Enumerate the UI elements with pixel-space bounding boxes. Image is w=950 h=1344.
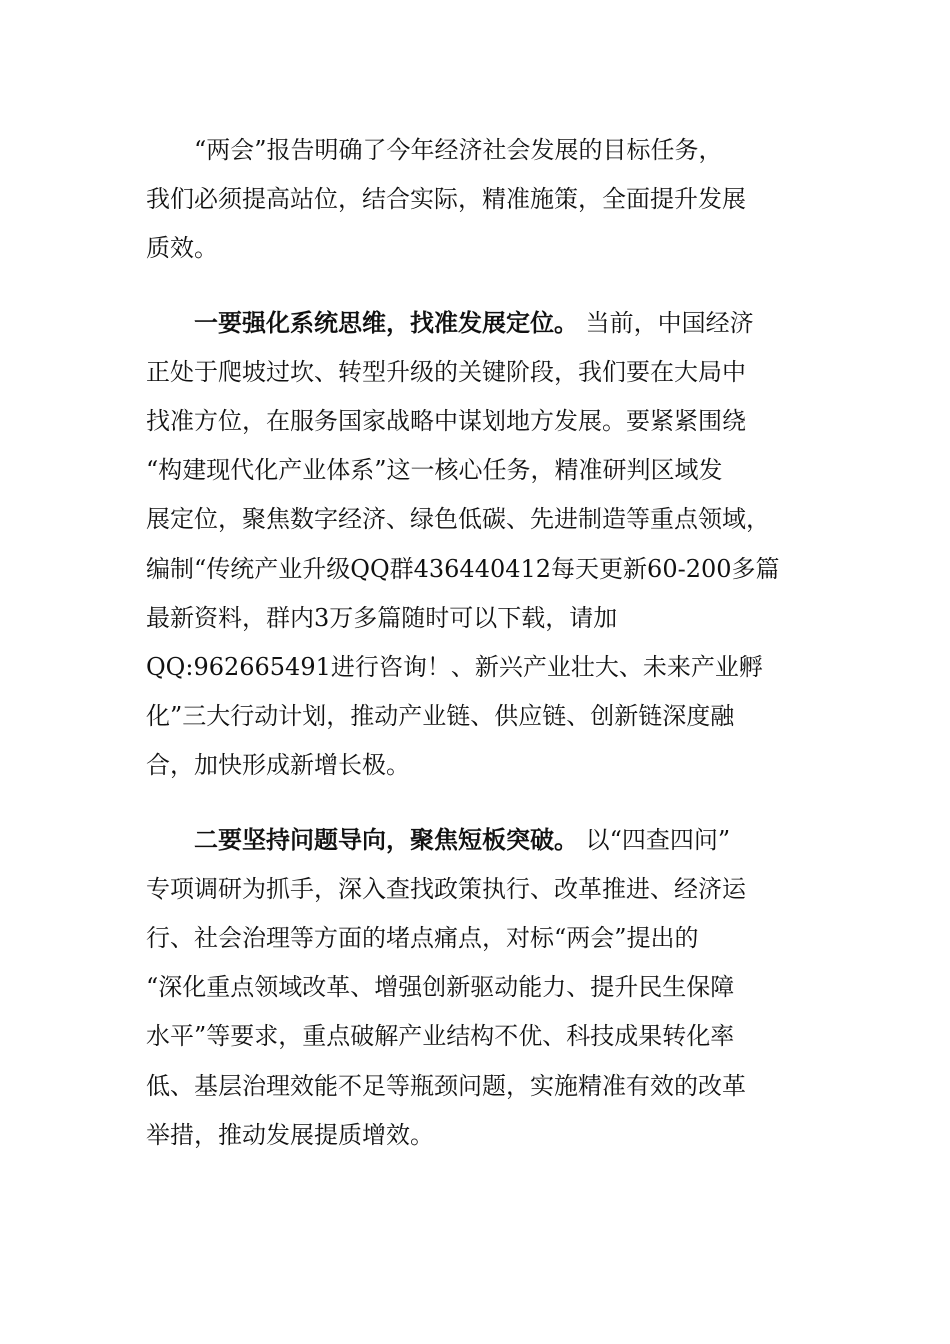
text-line: 水平”等要求，重点破解产业结构不优、科技成果转化率 <box>146 1022 735 1051</box>
text-line: 我们必须提高站位，结合实际，精准施策，全面提升发展 <box>146 185 746 214</box>
paragraph-lead-heading: 一要强化系统思维，找准发展定位。 <box>194 308 578 337</box>
text-line: “深化重点领域改革、增强创新驱动能力、提升民生保障 <box>146 973 735 1002</box>
text-line: 最新资料，群内3万多篇随时可以下载，请加 <box>146 603 618 632</box>
text-line: 正处于爬坡过坎、转型升级的关键阶段，我们要在大局中 <box>146 357 746 386</box>
paragraph-point-two <box>146 816 806 1160</box>
text-line: “两会”报告明确了今年经济社会发展的目标任务， <box>194 136 723 164</box>
text-line: 合，加快形成新增长极。 <box>146 751 410 780</box>
text-line: 编制“传统产业升级QQ群436440412每天更新60-200多篇 <box>146 554 780 583</box>
text-line: 化”三大行动计划，推动产业链、供应链、创新链深度融 <box>146 702 735 731</box>
paragraph-point-one <box>146 299 806 791</box>
paragraph-intro <box>146 126 806 274</box>
text-line: 举措，推动发展提质增效。 <box>146 1120 434 1149</box>
text-line: 专项调研为抓手，深入查找政策执行、改革推进、经济运 <box>146 874 746 903</box>
document-body <box>146 126 806 1160</box>
text-line: QQ:962665491进行咨询！、新兴产业壮大、未来产业孵 <box>146 653 763 682</box>
text-line: 行、社会治理等方面的堵点痛点，对标“两会”提出的 <box>146 924 699 953</box>
text-line: 质效。 <box>146 234 218 263</box>
text-line: “构建现代化产业体系”这一核心任务，精准研判区域发 <box>146 456 723 485</box>
text-segment: 以“四查四问” <box>578 825 731 854</box>
paragraph-lead-heading: 二要坚持问题导向，聚焦短板突破。 <box>194 825 578 854</box>
text-segment: 当前，中国经济 <box>578 308 754 337</box>
text-line: 找准方位，在服务国家战略中谋划地方发展。要紧紧围绕 <box>146 407 746 436</box>
text-line: 低、基层治理效能不足等瓶颈问题，实施精准有效的改革 <box>146 1071 746 1100</box>
text-line: 展定位，聚焦数字经济、绿色低碳、先进制造等重点领域， <box>146 505 770 534</box>
